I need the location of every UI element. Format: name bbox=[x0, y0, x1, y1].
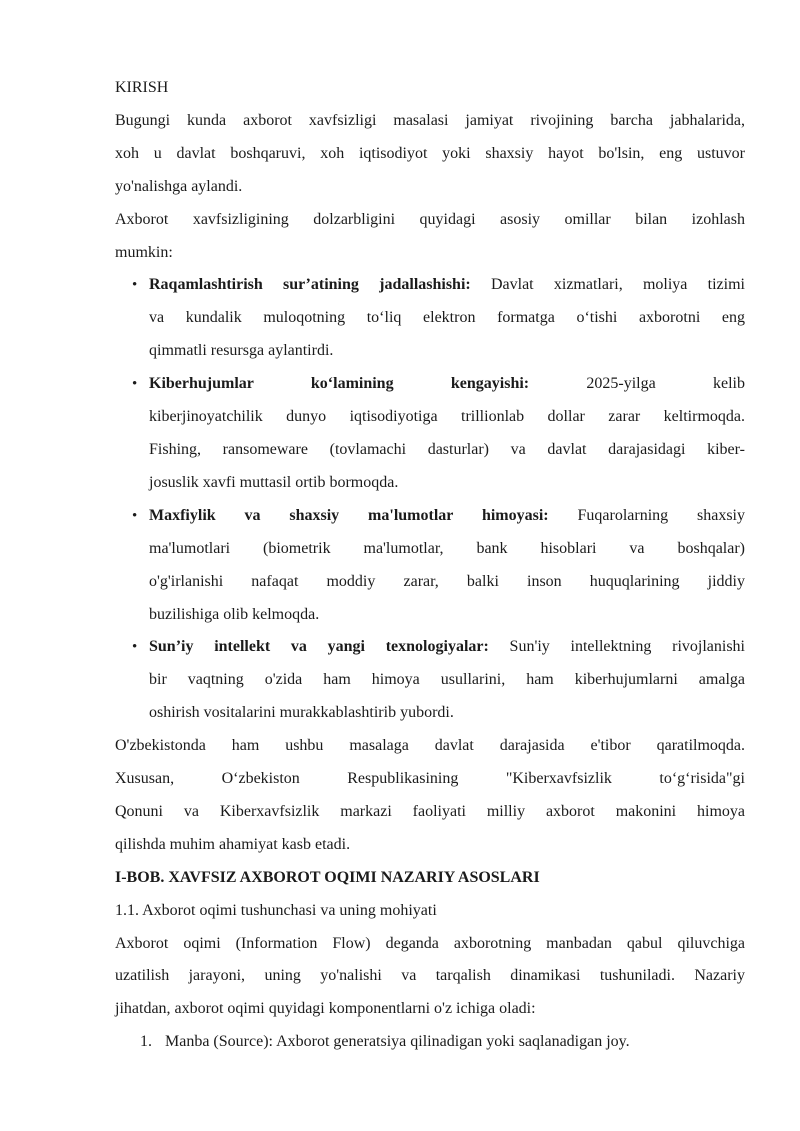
bold-text-segment: Sun’iy intellekt va yangi texnologiyalar: bbox=[149, 638, 489, 656]
text-line bbox=[115, 895, 745, 928]
text-line bbox=[149, 467, 745, 500]
text-line bbox=[149, 434, 745, 467]
text-line bbox=[149, 664, 745, 697]
list-number: 1. bbox=[140, 1033, 152, 1051]
bullet-maxfiylik bbox=[115, 500, 745, 632]
text-line bbox=[149, 401, 745, 434]
text-segment: Qonuni va Kiberxavfsizlik markazi faoliyati milliy axborot makonini himoya bbox=[115, 802, 745, 820]
text-line bbox=[149, 697, 745, 730]
bullet-marker: • bbox=[132, 639, 138, 656]
text-line bbox=[115, 72, 745, 105]
text-line bbox=[115, 138, 745, 171]
text-segment: uzatilish jarayoni, uning yo'nalishi va tarqalish dinamikasi tushuniladi. Nazariy bbox=[115, 967, 745, 985]
text-segment: va kundalik muloqotning toʻliq elektron formatga oʻtishi axborotni eng bbox=[149, 309, 745, 327]
text-line bbox=[115, 105, 745, 138]
text-segment: buzilishiga olib kelmoqda. bbox=[149, 605, 320, 623]
text-line bbox=[140, 1026, 745, 1059]
text-segment: Xususan, Oʻzbekiston Respublikasining "Kiberxavfsizlik toʻgʻrisida"gi bbox=[115, 770, 745, 788]
text-segment: kiberjinoyatchilik dunyo iqtisodiyotiga trillionlab dollar zarar keltirmoqda. bbox=[149, 408, 745, 426]
text-segment: oshirish vositalarini murakkablashtirib yubordi. bbox=[149, 704, 454, 722]
text-segment: O'zbekistonda ham ushbu masalaga davlat darajasida e'tibor qaratilmoqda. bbox=[115, 737, 745, 755]
text-line bbox=[115, 763, 745, 796]
section-heading-1-1 bbox=[115, 895, 745, 928]
text-segment: ma'lumotlari (biometrik ma'lumotlar, bank hisoblari va boshqalar) bbox=[149, 539, 745, 557]
bullet-marker: • bbox=[132, 277, 138, 294]
text-line bbox=[149, 533, 745, 566]
text-segment: mumkin: bbox=[115, 243, 173, 261]
text-line bbox=[115, 960, 745, 993]
intro-paragraph bbox=[115, 105, 745, 204]
bullet-kiberhujumlar bbox=[115, 368, 745, 500]
text-segment: KIRISH bbox=[115, 79, 169, 96]
text-line bbox=[115, 171, 745, 204]
bold-text-segment: Maxfiylik va shaxsiy ma'lumotlar himoyasi: bbox=[149, 506, 549, 524]
text-line bbox=[132, 500, 745, 533]
bullet-marker: • bbox=[132, 507, 138, 524]
text-segment: Davlat xizmatlari, moliya tizimi bbox=[470, 276, 745, 294]
text-line bbox=[115, 993, 745, 1026]
text-segment: Fuqarolarning shaxsiy bbox=[548, 506, 745, 524]
document-content bbox=[115, 72, 745, 1059]
text-segment: bir vaqtning o'zida ham himoya usullarini, ham kiberhujumlarni amalga bbox=[149, 671, 745, 689]
text-segment: Axborot oqimi (Information Flow) deganda axborotning manbadan qabul qiluvchiga bbox=[115, 934, 745, 952]
text-segment: Axborot xavfsizligining dolzarbligini quyidagi asosiy omillar bilan izohlash bbox=[115, 210, 745, 228]
text-line bbox=[115, 862, 745, 895]
text-segment: josuslik xavfi muttasil ortib bormoqda. bbox=[149, 473, 399, 491]
text-segment: qilishda muhim ahamiyat kasb etadi. bbox=[115, 835, 351, 853]
text-line bbox=[115, 829, 745, 862]
text-line bbox=[115, 730, 745, 763]
text-segment: yo'nalishga aylandi. bbox=[115, 177, 243, 195]
text-line bbox=[132, 368, 745, 401]
text-line bbox=[115, 928, 745, 961]
text-segment: Fishing, ransomeware (tovlamachi dasturlar) va davlat darajasidagi kiber- bbox=[149, 440, 745, 458]
text-line bbox=[115, 796, 745, 829]
factors-intro-paragraph bbox=[115, 204, 745, 270]
bold-text-segment: I-BOB. XAVFSIZ AXBOROT OQIMI NAZARIY ASOSLARI bbox=[115, 868, 540, 886]
bullet-marker: • bbox=[132, 376, 138, 393]
text-segment: Sun'iy intellektning rivojlanishi bbox=[488, 638, 746, 656]
text-segment: jihatdan, axborot oqimi quyidagi komponentlarni o'z ichiga oladi: bbox=[115, 1000, 536, 1018]
text-segment: o'g'irlanishi nafaqat moddiy zarar, balki inson huquqlarining jiddiy bbox=[149, 572, 745, 590]
text-line bbox=[149, 335, 745, 368]
text-segment: Manba (Source): Axborot generatsiya qilinadigan yoki saqlanadigan joy. bbox=[165, 1033, 630, 1051]
text-line bbox=[132, 269, 745, 302]
bold-text-segment: Kiberhujumlar koʻlamining kengayishi: bbox=[149, 375, 530, 393]
text-line bbox=[149, 302, 745, 335]
numbered-manba bbox=[115, 1026, 745, 1059]
axborot-oqimi-paragraph bbox=[115, 928, 745, 1027]
text-line bbox=[132, 631, 746, 664]
text-line bbox=[149, 599, 745, 632]
text-segment: 2025-yilga kelib bbox=[529, 375, 745, 393]
bullet-raqamlashtirish bbox=[115, 269, 745, 368]
text-line bbox=[149, 566, 745, 599]
text-segment: qimmatli resursga aylantirdi. bbox=[149, 342, 334, 360]
text-segment: xoh u davlat boshqaruvi, xoh iqtisodiyot yoki shaxsiy hayot bo'lsin, eng ustuvor bbox=[115, 144, 745, 162]
uzbekiston-paragraph bbox=[115, 730, 745, 862]
text-segment: Bugungi kunda axborot xavfsizligi masalasi jamiyat rivojining barcha jabhalarida, bbox=[115, 111, 745, 129]
kirish-title bbox=[115, 72, 745, 105]
bold-text-segment: Raqamlashtirish sur’atining jadallashishi: bbox=[149, 276, 471, 294]
text-segment: 1.1. Axborot oqimi tushunchasi va uning mohiyati bbox=[115, 901, 437, 919]
bullet-suniy-intellekt bbox=[115, 631, 745, 730]
chapter-heading bbox=[115, 862, 745, 895]
text-line bbox=[115, 237, 745, 270]
text-line bbox=[115, 204, 745, 237]
